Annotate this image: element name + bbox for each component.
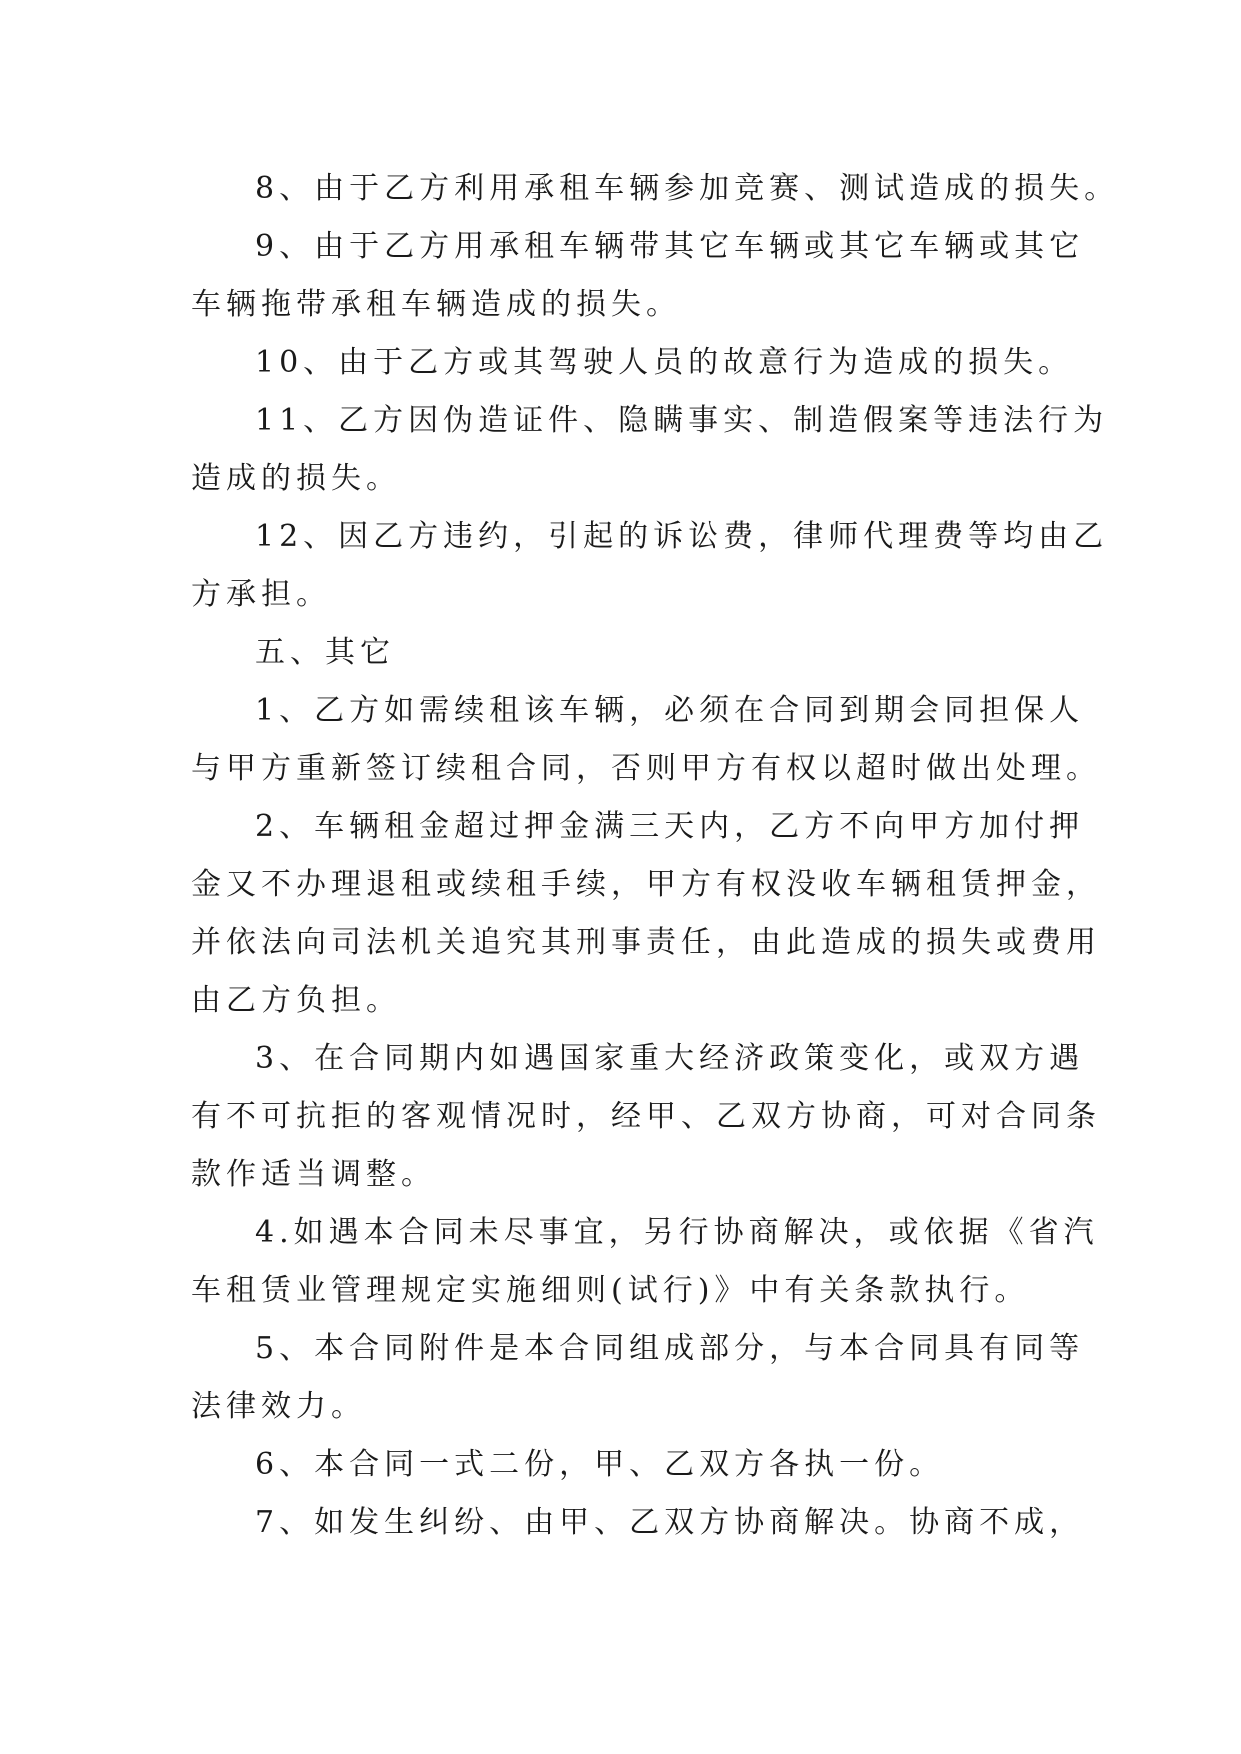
text-line: 3、在合同期内如遇国家重大经济政策变化，或双方遇 <box>255 1041 1085 1076</box>
text-line: 造成的损失。 <box>191 461 401 496</box>
text-line: 由乙方负担。 <box>191 983 401 1018</box>
text-line: 7、如发生纠纷、由甲、乙双方协商解决。协商不成， <box>255 1505 1085 1540</box>
text-line: 10、由于乙方或其驾驶人员的故意行为造成的损失。 <box>255 345 1074 380</box>
text-line: 4.如遇本合同未尽事宜，另行协商解决，或依据《省汽 <box>255 1215 1099 1250</box>
text-line: 金又不办理退租或续租手续，甲方有权没收车辆租赁押金， <box>191 867 1101 902</box>
text-line: 12、因乙方违约，引起的诉讼费，律师代理费等均由乙 <box>255 519 1109 554</box>
text-line: 与甲方重新签订续租合同，否则甲方有权以超时做出处理。 <box>191 751 1101 786</box>
document-body <box>191 160 1120 1552</box>
text-line: 5、本合同附件是本合同组成部分，与本合同具有同等 <box>255 1331 1085 1366</box>
text-line: 法律效力。 <box>191 1389 366 1424</box>
text-line: 1、乙方如需续租该车辆，必须在合同到期会同担保人 <box>255 693 1085 728</box>
text-line: 款作适当调整。 <box>191 1157 436 1192</box>
text-line: 车租赁业管理规定实施细则(试行)》中有关条款执行。 <box>191 1273 1030 1308</box>
text-line: 有不可抗拒的客观情况时，经甲、乙双方协商，可对合同条 <box>191 1099 1101 1134</box>
text-line: 11、乙方因伪造证件、隐瞒事实、制造假案等违法行为 <box>255 403 1109 438</box>
text-line: 8、由于乙方利用承租车辆参加竞赛、测试造成的损失。 <box>255 171 1120 206</box>
text-line: 9、由于乙方用承租车辆带其它车辆或其它车辆或其它 <box>255 229 1085 264</box>
text-line: 6、本合同一式二份，甲、乙双方各执一份。 <box>255 1447 945 1482</box>
text-line: 车辆拖带承租车辆造成的损失。 <box>191 287 681 322</box>
text-line: 2、车辆租金超过押金满三天内，乙方不向甲方加付押 <box>255 809 1085 844</box>
text-line: 并依法向司法机关追究其刑事责任，由此造成的损失或费用 <box>191 925 1101 960</box>
section-heading: 五、其它 <box>255 635 395 670</box>
text-line: 方承担。 <box>191 577 331 612</box>
